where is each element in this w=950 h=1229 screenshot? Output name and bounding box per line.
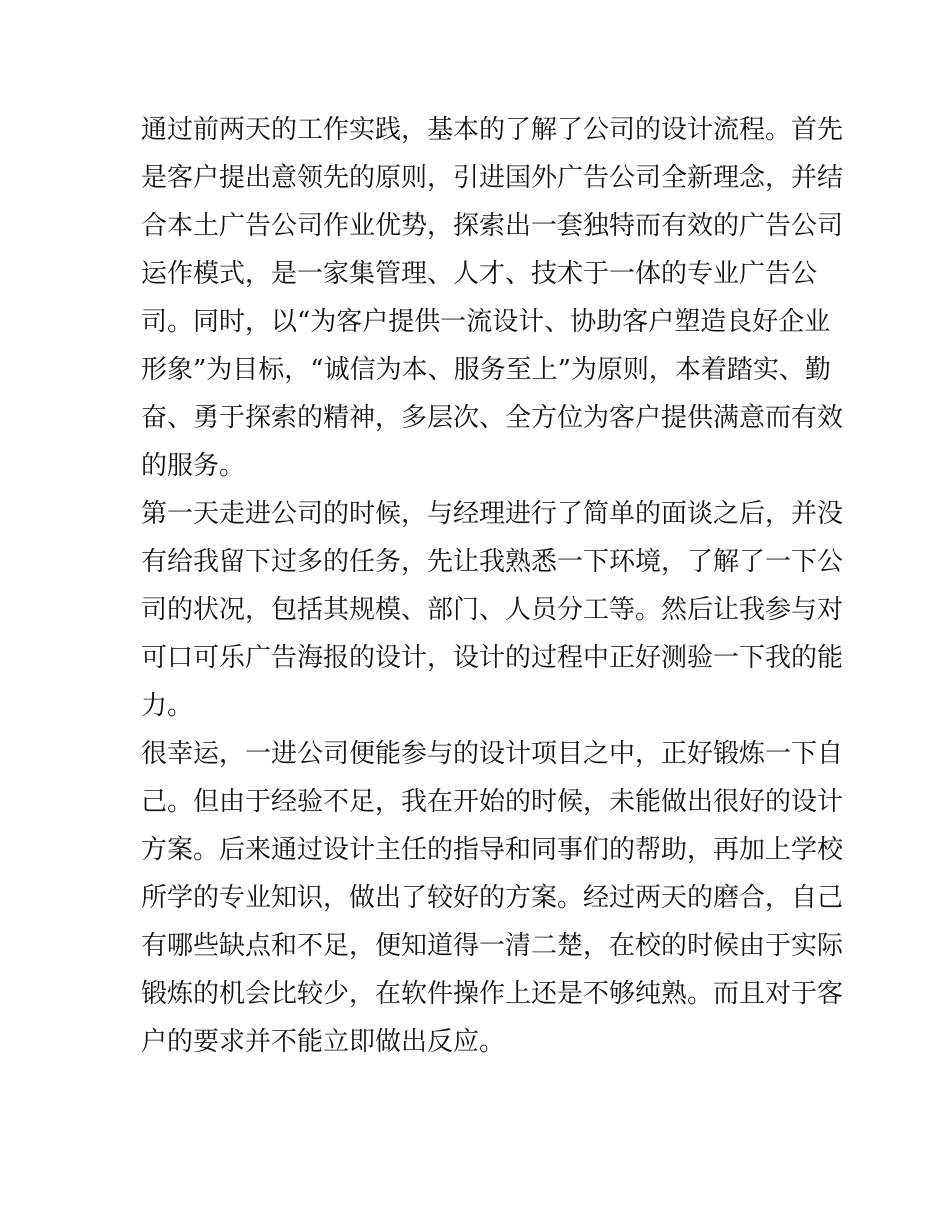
paragraph-3 (141, 730, 844, 1066)
text-line: 有哪些缺点和不足，便知道得一清二楚，在校的时候由于实际 (141, 931, 844, 961)
document-body (141, 106, 844, 1066)
text-line: 方案。后来通过设计主任的指导和同事们的帮助，再加上学校 (141, 835, 844, 865)
text-line: 司。同时，以“为客户提供一流设计、协助客户塑造良好企业 (141, 307, 831, 337)
text-line: 运作模式，是一家集管理、人才、技术于一体的专业广告公 (141, 259, 818, 289)
text-line: 有给我留下过多的任务，先让我熟悉一下环境，了解了一下公 (141, 547, 844, 577)
text-line: 户的要求并不能立即做出反应。 (141, 1027, 506, 1057)
text-line: 所学的专业知识，做出了较好的方案。经过两天的磨合，自己 (141, 883, 844, 913)
paragraph-1 (141, 106, 844, 490)
text-line: 第一天走进公司的时候，与经理进行了简单的面谈之后，并没 (141, 499, 844, 529)
text-line: 司的状况，包括其规模、部门、人员分工等。然后让我参与对 (141, 595, 844, 625)
text-line: 力。 (141, 691, 194, 721)
text-line: 形象”为目标，“诚信为本、服务至上”为原则，本着踏实、勤 (141, 355, 831, 385)
text-line: 通过前两天的工作实践，基本的了解了公司的设计流程。首先 (141, 115, 844, 145)
text-line: 的服务。 (141, 451, 246, 481)
text-line: 锻炼的机会比较少，在软件操作上还是不够纯熟。而且对于客 (141, 979, 844, 1009)
paragraph-2 (141, 490, 844, 730)
text-line: 很幸运，一进公司便能参与的设计项目之中，正好锻炼一下自 (141, 739, 844, 769)
text-line: 是客户提出意领先的原则，引进国外广告公司全新理念，并结 (141, 163, 844, 193)
text-line: 奋、勇于探索的精神，多层次、全方位为客户提供满意而有效 (141, 403, 844, 433)
text-line: 可口可乐广告海报的设计，设计的过程中正好测验一下我的能 (141, 643, 844, 673)
text-line: 己。但由于经验不足，我在开始的时候，未能做出很好的设计 (141, 787, 844, 817)
text-line: 合本土广告公司作业优势，探索出一套独特而有效的广告公司 (141, 211, 844, 241)
